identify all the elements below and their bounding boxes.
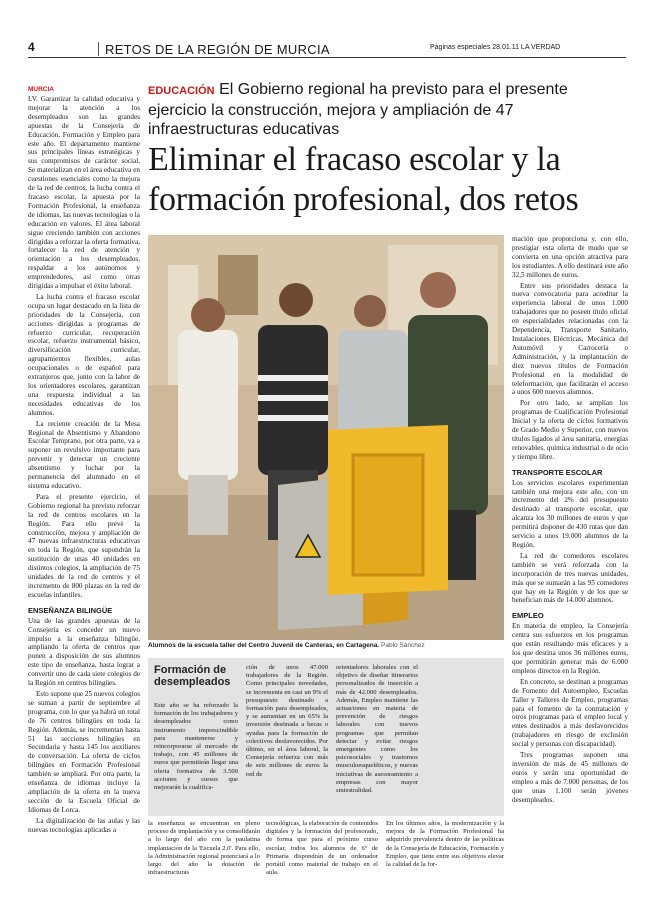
kicker-text: El Gobierno regional ha previsto para el presente ejercicio la construcción, mejora y ampliación de 47 infraestructuras educativas xyxy=(148,81,568,138)
dateline: Páginas especiales 28.01.11 LA VERDAD xyxy=(430,44,561,51)
section-tag: MURCIA xyxy=(28,86,54,93)
subheading: EMPLEO xyxy=(512,611,544,621)
box-paragraph: ción de unos 47.000 trabajadores de la Región. Como principales novedades, se incrementa en casi un 9% el presupuesto destinado a formación para desempleados, y se aumentan en un 65% la inversión destinada a becas o ayudas para la formación de colectivos desfavorecidos. Por último, en el área laboral, la Consejería refuerza con más de seis millones de euros la red de xyxy=(246,664,328,778)
subheading: TRANSPORTE ESCOLAR xyxy=(512,467,603,477)
header-divider xyxy=(98,42,99,56)
bottom-paragraph: la enseñanza se encuentran en pleno proceso de implantación y se consolidarán a lo largo del año con la paulatina implantación de la 'Escuela 2.0'. Para ello, la Administración regional potenciará a lo largo del año la dotación de infraestructuras xyxy=(148,820,260,877)
subheading: ENSEÑANZA BILINGÜE xyxy=(28,605,113,615)
paragraph: Una de las grandes apuestas de la Consejería es conceder un nuevo impulso a la enseñanza bilingüe, ampliando la oferta de centros que ponen a disposición de sus alumnos este tipo de enseñanza, hasta lograr a convertir uno de cada siete colegios de la Región en centros bilingües. xyxy=(28,616,140,688)
paragraph: Esto supone que 25 nuevos colegios se suman a partir de septiembre al programa, con lo que ya habrá un total de 76 centros bilingües en toda la Región. Además, se incrementan hasta 51 las secciones bilingües en Secundaria y hasta 145 los auxiliares de conversación. La oferta de ciclos bilingües en Formación Profesional también se ampliará. Por otra parte, la enseñanza de idiomas incluye la ampliación de la oferta en la nueva sección de la Escuela Oficial de Idiomas de Lorca. xyxy=(28,690,141,814)
section-title: RETOS DE LA REGIÓN DE MURCIA xyxy=(105,42,330,57)
paragraph: La lucha contra el fracaso escolar ocupa un lugar destacado en la lista de prioridades de la Consejería, con acciones dirigidas a programas de refuerzo curricular, recuperación escolar, refuerzo instrumental básico, diversificación curricular, agrupamientos flexibles, aulas ocupacionales o de español para extranjeros que, junto con la labor de los orientadores escolares, garantizan una respuesta individual a las necesidades educativas de los alumnos. xyxy=(28,292,140,417)
paragraph: La digitalización de las aulas y las nuevas tecnologías aplicadas a xyxy=(28,816,140,834)
paragraph: Por otro lado, se amplían los programas de Cualificación Profesional Inicial y la oferta de ciclos formativos de Grado Medio y Superior, con nuevos títulos ligados al área sanitaria, energías renovables, química industrial o de ocio y tiempo libre. xyxy=(512,399,628,461)
bottom-paragraph: En los últimos años, la modernización y la mejora de la Formación Profesional ha adquirido prevalencia dentro de las políticas de la Consejería de Educación, Formación y Empleo, que tiene entre sus objetivos elevar la calidad de la for- xyxy=(386,820,504,869)
box-paragraph: Este año se ha reforzado la formación de los trabajadores y desempleados como instrumento imprescindible para mantenerse y reincorporarse al mercado de trabajo, con 45 millones de euros que permitirán llegar una oferta formativa de 3.500 acciones y cursos que mejorarán la cualifica- xyxy=(154,702,238,792)
news-photo xyxy=(148,235,504,640)
header-rule xyxy=(28,57,626,58)
photo-caption xyxy=(148,642,504,649)
paragraph: En concreto, se destinan a programas de Fomento del Autoempleo, Escuelas Taller y Talleres de Empleo, programas para el fomento de la contratación y otros programas para el empleo local y entes destinados a más desfavorecidos (trabajadores en riesgo de exclusión social y personas con discapacidad). xyxy=(512,677,628,749)
box-title: Formación de desempleados xyxy=(154,664,231,688)
box-paragraph: orientadores laborales con el objetivo de diseñar itinerarios personalizados de inserción a más de 42.000 desempleados. Además, Empleo mantiene las actuaciones en materia de prevención de riesgos laborales con nuevos programas que permitan detectar y evitar riesgos emergentes como los psicosociales y trastornos musculoesqueléticos, y nuevas iniciativas de asesoramiento a empresas con mayor siniestralidad. xyxy=(336,664,418,795)
photo-illustration xyxy=(148,235,504,640)
paragraph: Los servicios escolares experimentan también una mejora este año, con un incremento del 2% del presupuesto destinado al transporte escolar, que alcanza los 30 millones de euros y que permitirá disponer de 430 rutas que dan servicio a unos 19.000 alumnos de la Región. xyxy=(512,478,628,549)
left-column xyxy=(28,86,140,837)
bottom-paragraph: tecnológicas, la elaboración de contenidos digitales y la formación del profesorado, de forma que para el próximo curso escolar, todos los alumnos de 6º de Primaria dispondrán de un ordenador portátil como material de trabajo en el aula. xyxy=(266,820,378,877)
paragraph: LV. Garantizar la calidad educativa y mejorar la atención a los desempleados son las grandes apuestas de la Consejería de Educación, Formación y Empleo para este año. El departamento mantiene sus principales líneas estratégicas y sus compromisos de carácter social. Se materializan en el área educativa en cuestiones esenciales como la mejora de la red de centros, la lucha contra el fracaso escolar, la apuesta por la Formación Profesional, la enseñanza de idiomas, las nuevas tecnologías o la educación en valores. El área laboral sigue creciendo también con acciones dirigidas a reforzar la oferta formativa, fortalecer la red de atención y orientación a los desempleados, respaldar a los autónomos y emprendedores, así como otras dirigidas a impulsar el éxito laboral. xyxy=(28,95,140,291)
paragraph: La red de comedores escolares también se verá reforzada con la incorporación de tres nuevas unidades, más que se sumarán a las 95 comedores que hay en la Región y de los que se benefician más de 14.000 alumnos. xyxy=(512,551,628,605)
paragraph: En materia de empleo, la Consejería centra sus esfuerzos en los programas que están resultando más eficaces y a los que destina unos 36 millones euros, que permitirán generar más de 6.000 empleos directos en la Región. xyxy=(512,622,628,675)
photo-credit: Pablo Sánchez xyxy=(381,642,425,649)
page-number: 4 xyxy=(28,40,35,54)
paragraph: Tres programas suponen una inversión de más de 45 millones de euros y serán una oportunidad de empleo a más de 7.000 personas, de los que unas 1.100 serán jóvenes desempleados. xyxy=(512,751,628,804)
paragraph: Para el presente ejercicio, el Gobierno regional ha previsto reforzar la red de centros escolares en la Región. Para ello prevé la construcción, mejora y ampliación de 47 nuevas infraestructuras educativas en toda la Región, que supondrán la sustitución de unas 40 unidades en distintos colegios, la ampliación de 75 unidades de la red de centros y el incremento de 800 plazas en la red de escuelas infantiles. xyxy=(28,492,140,599)
paragraph: mación que proporciona y, con ello, prestigiar esta oferta de modo que se convierta en una opción atractiva para los estudiantes. A ello destinará este año 32,5 millones de euros. xyxy=(512,235,628,279)
caption-text: Alumnos de la escuela taller del Centro Juvenil de Canteras, en Cartagena. xyxy=(148,642,380,649)
headline: Eliminar el fracaso escolar y la formación profesional, dos retos xyxy=(148,141,579,218)
kicker xyxy=(148,80,628,139)
paragraph: Entre sus prioridades destaca la nueva convocatoria para acreditar la experiencia laboral de unos 1.000 trabajadores que no poseen título oficial en especialidades relacionadas con la Dependencia, Transporte Sanitario, Instalaciones Eléctricas, Mecánica del Automóvil y Carrocería o Administración, y la implantación de diez nuevos títulos de Formación Profesional en la modalidad de teleformación, que facilitarán el acceso a unos 600 nuevos alumnos. xyxy=(512,281,628,397)
kicker-tag: EDUCACIÓN xyxy=(148,85,215,97)
right-column xyxy=(512,235,628,806)
paragraph: La reciente creación de la Mesa Regional de Absentismo y Abandono Escolar Temprano, por otra parte, va a suponer un revulsivo importante para prevenir y detectar un creciente absentismo y luchar por la permanencia del alumnado en el sistema educativo. xyxy=(28,419,140,490)
